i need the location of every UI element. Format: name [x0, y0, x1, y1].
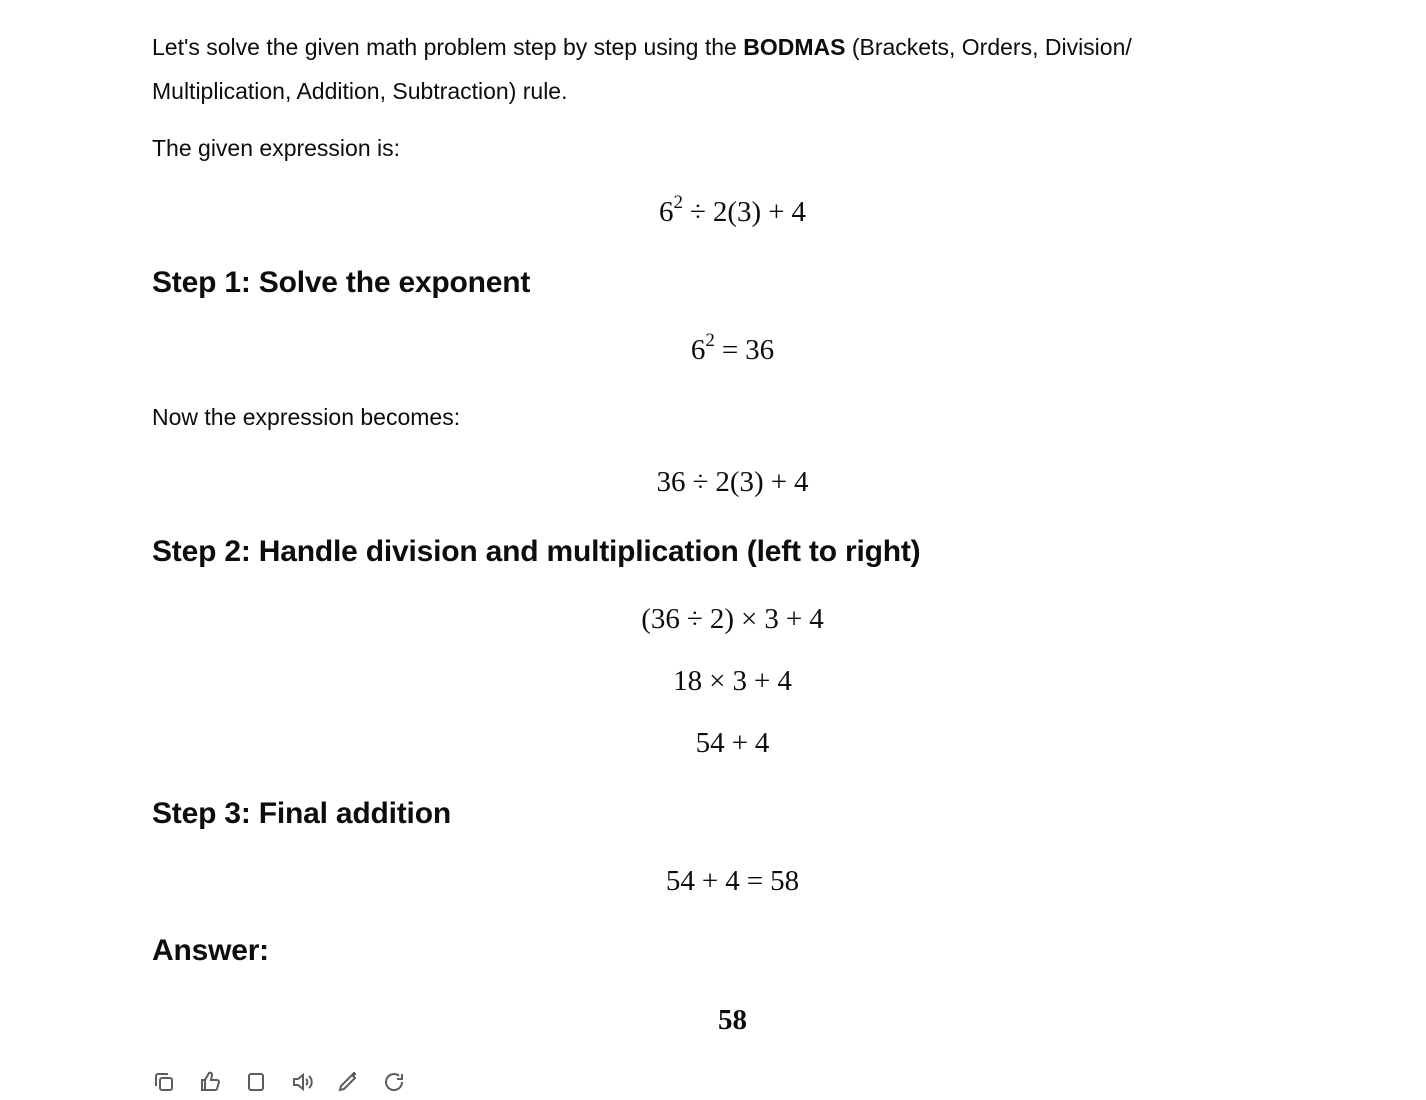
math-term: 4: [777, 665, 792, 697]
math-operator: =: [746, 865, 764, 897]
step2-line-2: [152, 661, 1313, 701]
step2-heading: Step 2: Handle division and multiplication (left to right): [152, 535, 921, 568]
math-term: 2(3): [715, 466, 764, 498]
math-term: 4: [809, 603, 824, 635]
step2-line-1: [152, 599, 1313, 639]
math-operator: ×: [709, 665, 726, 697]
math-operator: +: [731, 727, 748, 759]
step2-line-3: [152, 723, 1313, 763]
step3-heading: Step 3: Final addition: [152, 797, 451, 830]
math-term: 2(3): [712, 196, 762, 228]
math-term: 58: [770, 865, 800, 897]
edit-icon[interactable]: [336, 1070, 360, 1094]
math-term: 54: [695, 727, 725, 759]
intro-line-2: Multiplication, Addition, Subtraction) rule.: [152, 78, 568, 104]
math-base: 6: [690, 334, 706, 366]
intro-text-cont: (Brackets, Orders, Division/: [845, 34, 1132, 60]
math-term: 4: [791, 196, 807, 228]
math-term: 4: [754, 727, 770, 759]
step1-new-expression: [152, 462, 1313, 502]
message-actions: [152, 1070, 406, 1100]
math-operator: ×: [741, 603, 758, 635]
regenerate-icon[interactable]: [382, 1070, 406, 1094]
now-label: Now the expression becomes:: [152, 404, 461, 430]
step1-expression: [152, 330, 1313, 370]
math-term: 2): [709, 603, 735, 635]
step3-expression: [152, 861, 1313, 901]
math-term: 4: [725, 865, 740, 897]
copy-icon[interactable]: [152, 1070, 176, 1094]
intro-bold-term: BODMAS: [743, 34, 846, 60]
thumbs-up-icon[interactable]: [198, 1070, 222, 1094]
math-operator: ÷: [692, 466, 709, 498]
math-exponent: 2: [673, 192, 683, 214]
math-term: 18: [673, 665, 703, 697]
math-operator: +: [770, 466, 788, 498]
read-aloud-icon[interactable]: [290, 1070, 314, 1094]
math-term: 3: [764, 603, 779, 635]
given-expression: [152, 192, 1313, 232]
math-operator: ÷: [689, 196, 706, 228]
math-operator: +: [768, 196, 785, 228]
math-term: 36: [745, 334, 775, 366]
math-base: 6: [658, 196, 674, 228]
intro-text: Let's solve the given math problem step by step using the: [152, 34, 744, 60]
math-operator: +: [701, 865, 719, 897]
answer-heading: Answer:: [152, 934, 269, 967]
math-operator: =: [721, 334, 739, 366]
math-term: 36: [656, 466, 686, 498]
math-term: (36: [641, 603, 680, 635]
math-exponent: 2: [705, 330, 715, 352]
math-operator: +: [785, 603, 803, 635]
step1-heading: Step 1: Solve the exponent: [152, 266, 531, 299]
math-operator: ÷: [686, 603, 703, 635]
thumbs-down-icon[interactable]: [244, 1070, 268, 1094]
math-term: 4: [794, 466, 809, 498]
given-label: The given expression is:: [152, 135, 401, 161]
math-operator: +: [754, 665, 771, 697]
math-term: 3: [732, 665, 747, 697]
intro-line-1: [152, 25, 1132, 69]
math-term: 54: [665, 865, 695, 897]
answer-value: 58: [718, 1004, 747, 1036]
